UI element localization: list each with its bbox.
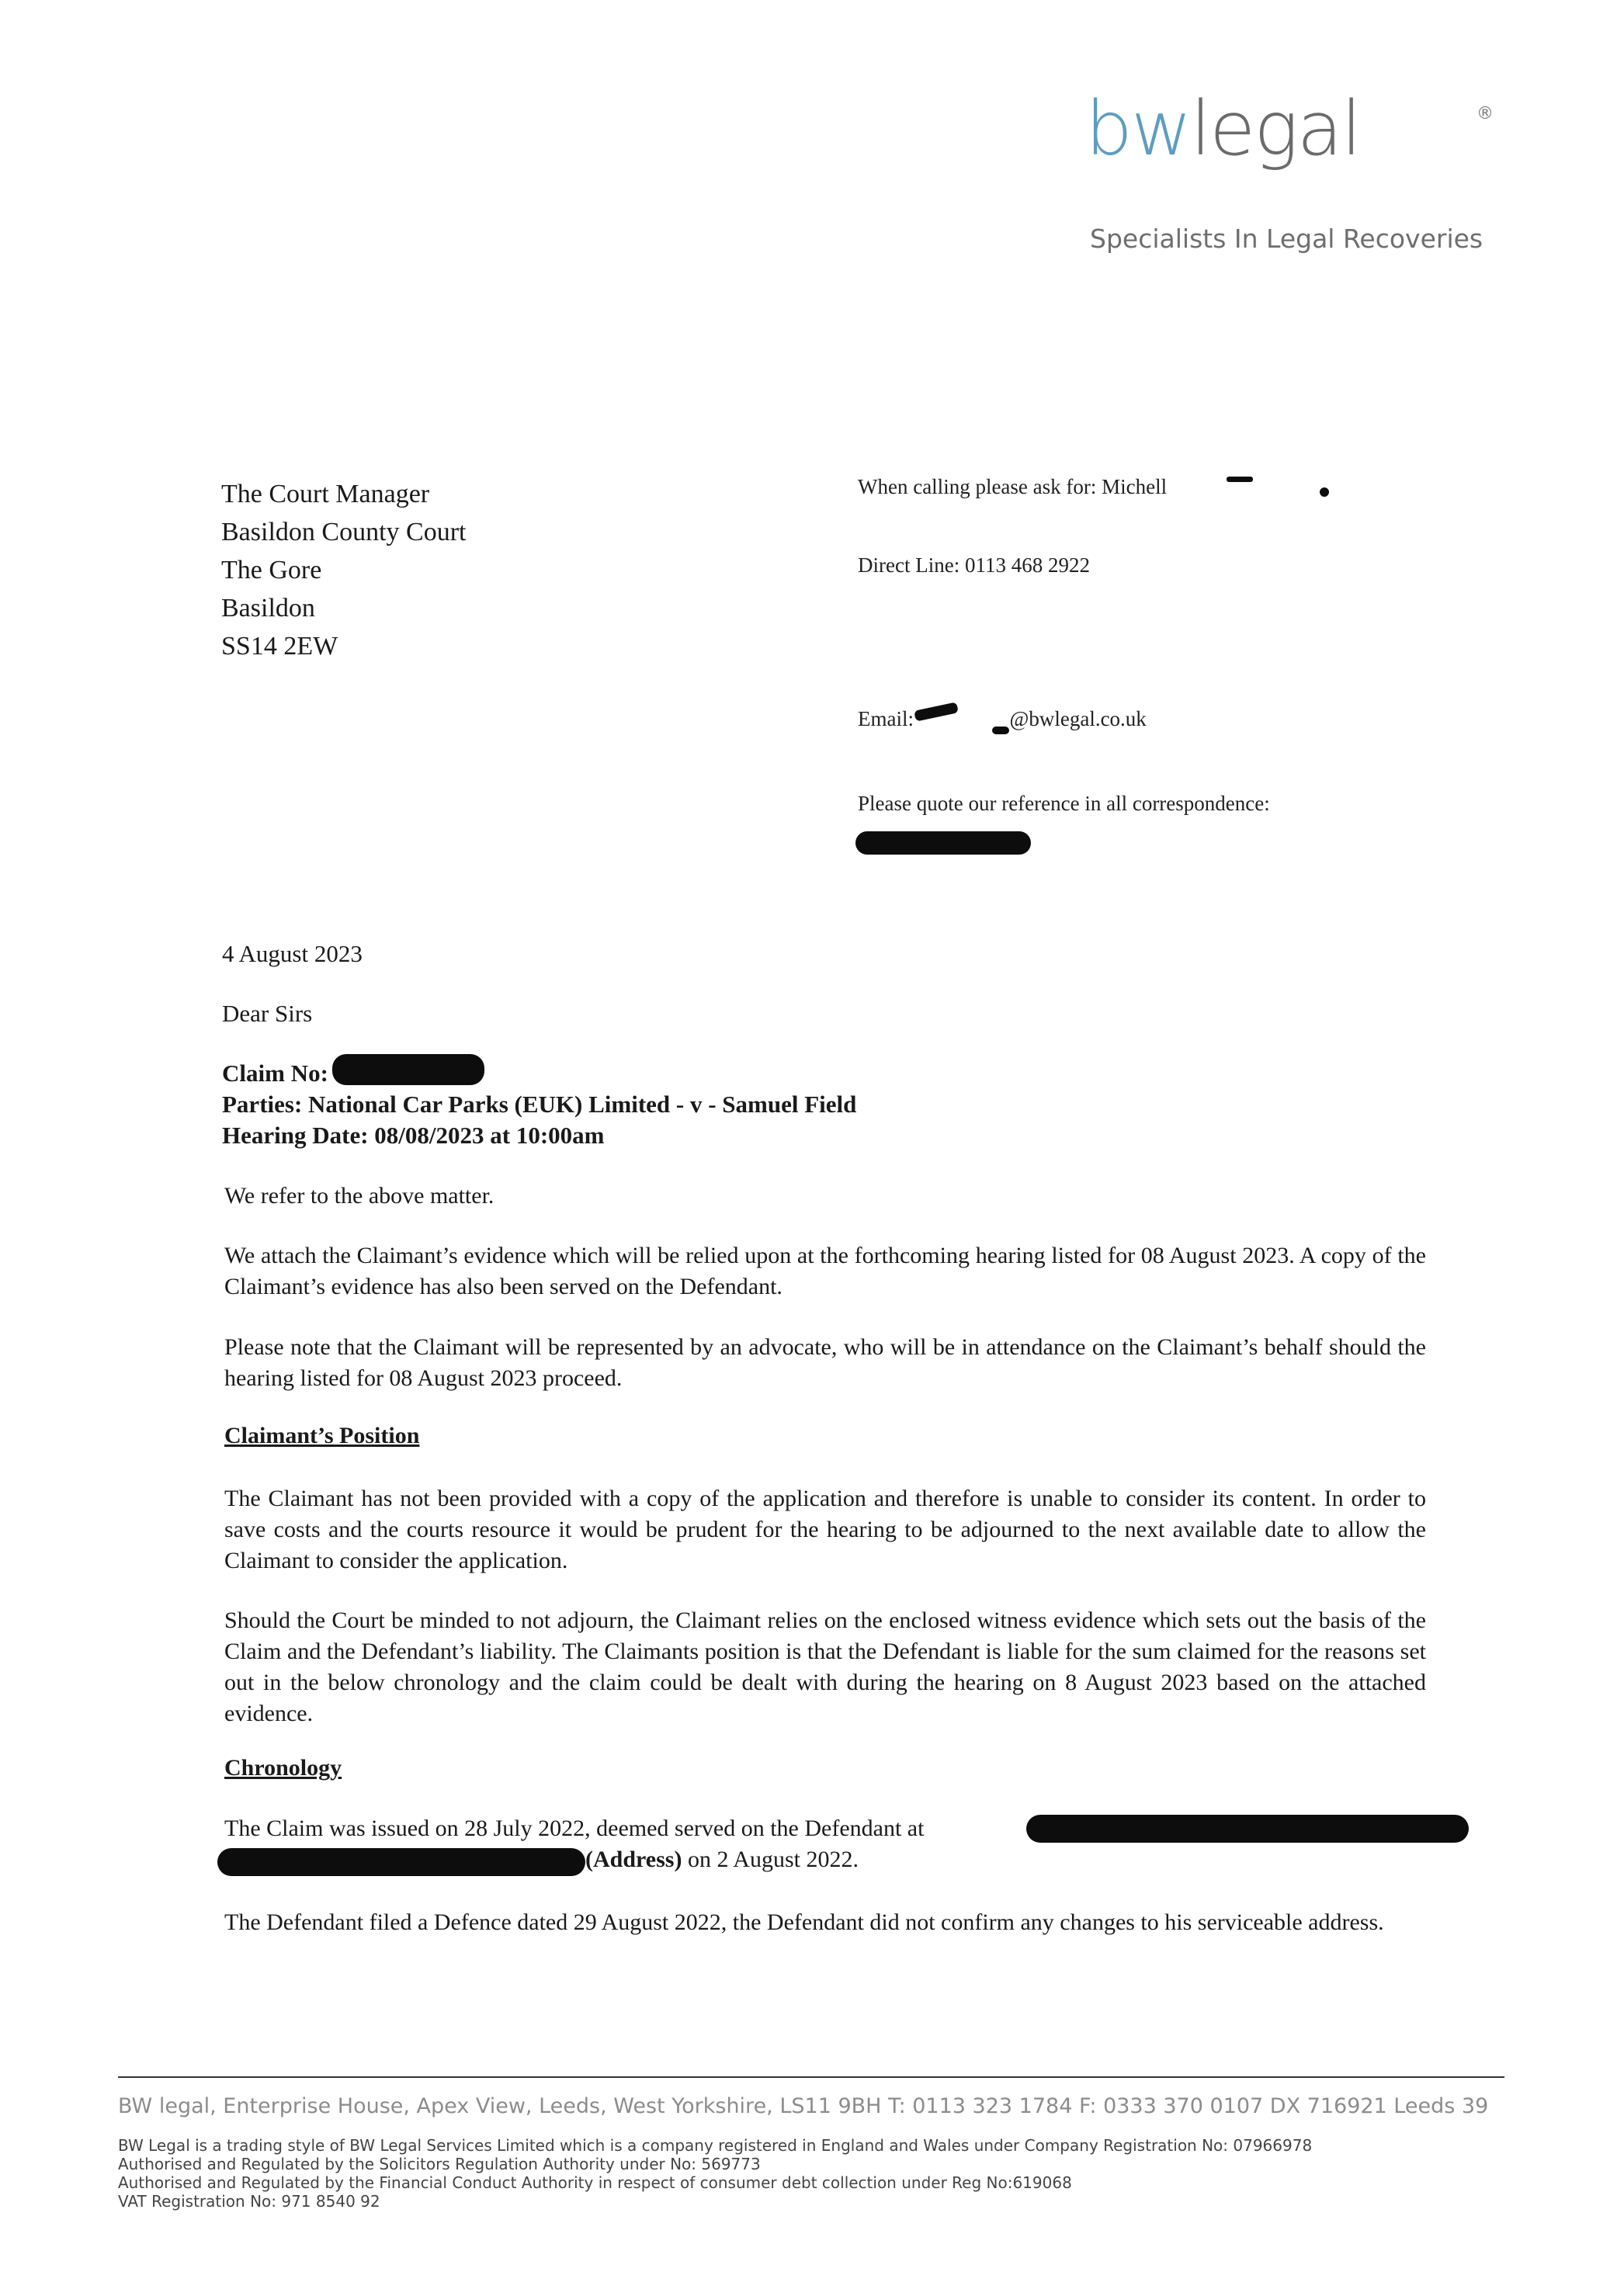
paragraph: The Claimant has not been provided with a copy of the application and therefore is unable to consider its content. In order to save costs and the courts resource it would be prudent for the hearing to be adjourned to the next available date to allow the Claimant to consider the application.: [224, 1486, 1426, 1573]
recipient-line: SS14 2EW: [221, 632, 338, 661]
logo-bw: bw: [1085, 85, 1191, 172]
paragraph: Should the Court be minded to not adjourn, the Claimant relies on the enclosed witness evidence which sets out the basis of the Claim and the Defendant’s liability. The Claimants position is that the Defendant is liable for the sum claimed for the reasons set out in the below chronology and the claim could be dealt with during the hearing on 8 August 2023 based on the attached evidence.: [224, 1608, 1426, 1726]
paragraph: The Defendant filed a Defence dated 29 August 2022, the Defendant did not confirm any changes to his serviceable address.: [224, 1909, 1384, 1935]
redaction-mark: [1320, 487, 1329, 497]
calling-label: When calling please ask for:: [858, 475, 1097, 498]
reference-label: Please quote our reference in all correspondence:: [858, 792, 1270, 815]
calling-contact: [858, 475, 1167, 499]
direct-line: Direct Line: 0113 468 2922: [858, 553, 1090, 577]
chronology-claim-issued-start: The Claim was issued on 28 July 2022, deemed served on the Defendant at: [224, 1816, 925, 1841]
footer-vat-info: VAT Registration No: 971 8540 92: [118, 2192, 380, 2211]
claim-number-redaction: [332, 1054, 484, 1085]
recipient-line: Basildon County Court: [221, 518, 467, 546]
parties-line: Parties: National Car Parks (EUK) Limited - v - Samuel Field: [222, 1091, 857, 1118]
section-heading-chronology: Chronology: [224, 1755, 342, 1781]
footer-divider: [118, 2076, 1504, 2078]
served-date-text: on 2 August 2022.: [682, 1847, 859, 1872]
reference-redaction: [855, 831, 1031, 855]
section-heading-claimants-position: Claimant’s Position: [224, 1423, 420, 1448]
recipient-line: The Gore: [221, 556, 322, 584]
paragraph: Please note that the Claimant will be represented by an advocate, who will be in attendance on the Claimant’s behalf should the hearing listed for 08 August 2023 proceed.: [224, 1334, 1426, 1391]
footer-sra-info: Authorised and Regulated by the Solicitors Regulation Authority under No: 569773: [118, 2155, 761, 2173]
claim-number-label: Claim No:: [222, 1060, 328, 1087]
paragraph: We refer to the above matter.: [224, 1183, 494, 1209]
address-label: (Address): [585, 1847, 682, 1872]
hearing-date-line: Hearing Date: 08/08/2023 at 10:00am: [222, 1122, 605, 1149]
bwlegal-logo: [1085, 85, 1361, 172]
address-redaction: [1026, 1815, 1469, 1843]
paragraph: We attach the Claimant’s evidence which will be relied upon at the forthcoming hearing listed for 08 August 2023. A copy of the Claimant’s evidence has also been served on the Defendant.: [224, 1243, 1426, 1299]
recipient-address: [221, 475, 466, 665]
letter-date: 4 August 2023: [222, 940, 363, 967]
chronology-claim-issued-end: [585, 1847, 859, 1873]
address-redaction: [217, 1848, 585, 1876]
footer-company-info: BW Legal is a trading style of BW Legal Services Limited which is a company registered in England and Wales under Company Registration No: 07966978: [118, 2136, 1313, 2155]
email-label: Email:: [858, 707, 914, 730]
redaction-mark: [992, 727, 1009, 734]
salutation: Dear Sirs: [222, 1000, 313, 1027]
calling-name: Michell: [1102, 475, 1168, 498]
logo-registered-mark: ®: [1477, 104, 1494, 123]
logo-legal: legal: [1190, 85, 1361, 172]
recipient-line: Basildon: [221, 594, 315, 623]
recipient-line: The Court Manager: [221, 480, 430, 508]
redaction-mark: [1227, 477, 1253, 482]
footer-fca-info: Authorised and Regulated by the Financial Conduct Authority in respect of consumer debt collection under Reg No:619068: [118, 2173, 1072, 2192]
logo-tagline: Specialists In Legal Recoveries: [1090, 224, 1483, 254]
email-domain: @bwlegal.co.uk: [1009, 707, 1147, 730]
footer-address: BW legal, Enterprise House, Apex View, Leeds, West Yorkshire, LS11 9BH T: 0113 323 1784 F: 0333 370 0107 DX 716921 Leeds 39: [118, 2094, 1489, 2118]
